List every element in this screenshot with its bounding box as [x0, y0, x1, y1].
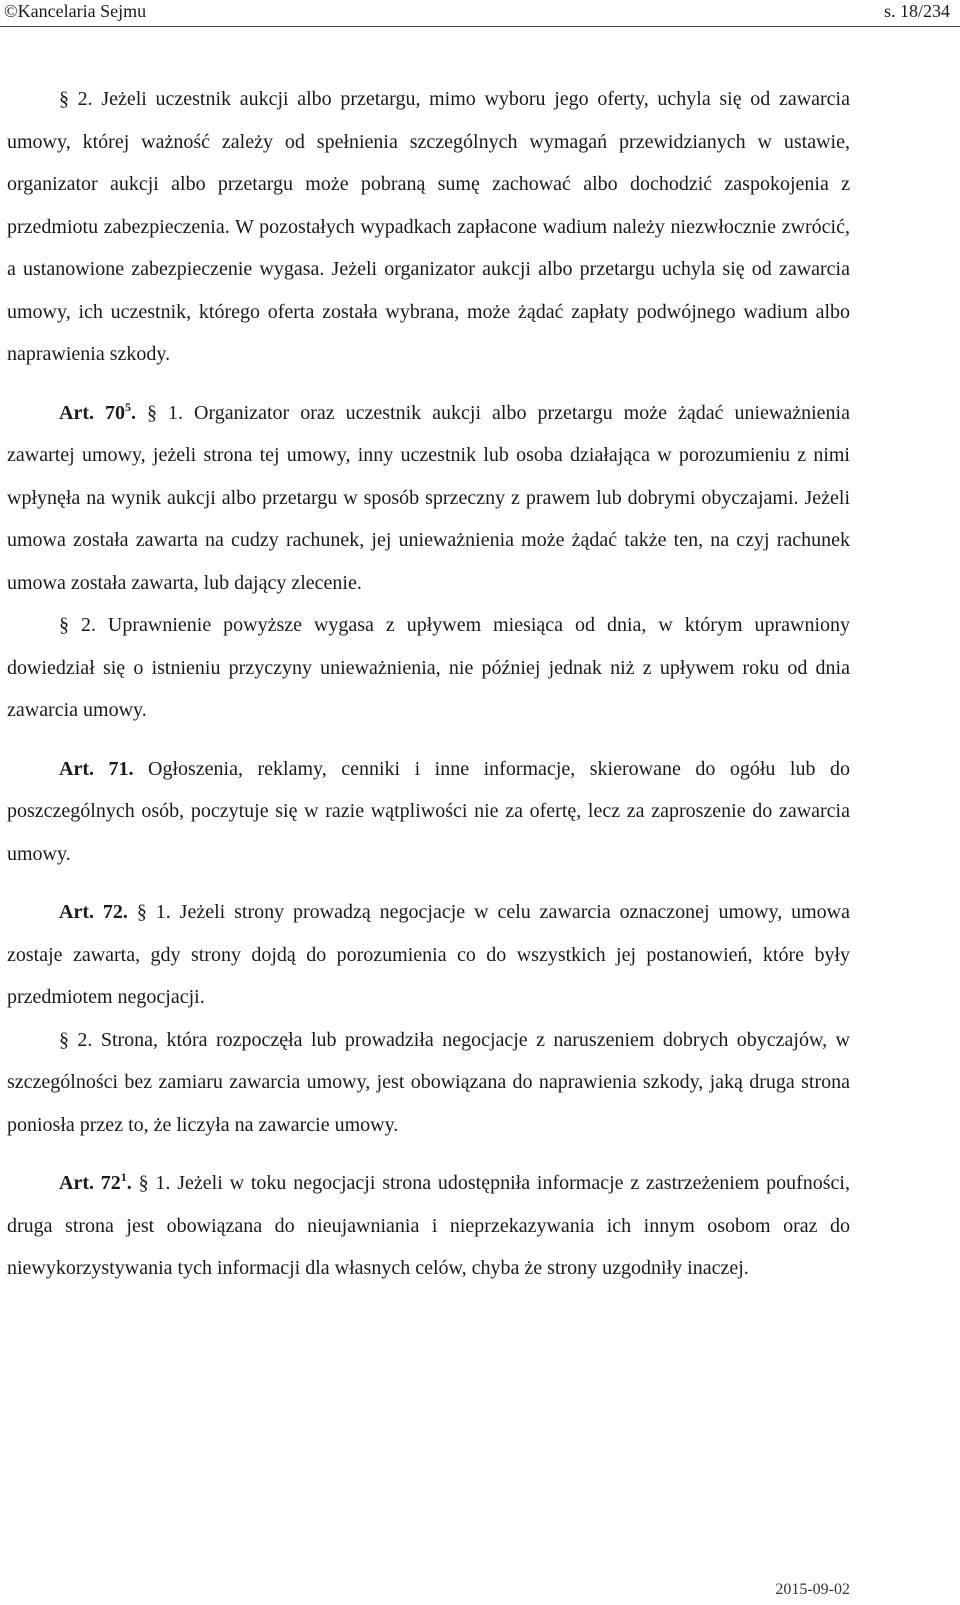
- paragraph-art70-4-s2: § 2. Jeżeli uczestnik aukcji albo przetargu, mimo wyboru jego oferty, uchyla się od zawarcia umowy, której ważność zależy od spełnienia szczególnych wymagań przewidzianych w ustawie, organizator aukcji albo przetargu może pobraną sumę zachować albo dochodzić zaspokojenia z przedmiotu zabezpieczenia. W pozostałych wypadkach zapłacone wadium należy niezwłocznie zwrócić, a ustanowione zabezpieczenie wygasa. Jeżeli organizator aukcji albo przetargu uchyla się od zawarcia umowy, ich uczestnik, którego oferta została wybrana, może żądać zapłaty podwójnego wadium albo naprawienia szkody.: [7, 88, 850, 365]
- paragraph-art72-s2: § 2. Strona, która rozpoczęła lub prowadziła negocjacje z naruszeniem dobrych obyczajów, w szczególności bez zamiaru zawarcia umowy, jest obowiązana do naprawienia szkody, jaką druga strona poniosła przez to, że liczyła na zawarcie umowy.: [7, 1028, 850, 1136]
- footer-date: 2015-09-02: [775, 1581, 850, 1598]
- paragraph-art72-1-s1: Art. $72^1$. § 1. Jeżeli w toku negocjacji strona udostępniła informacje z zastrzeżeniem poufności, druga strona jest obowiązana do nieujawniania i nieprzekazywania ich innym osobom oraz do niewykorzystywania tych informacji dla własnych celów, chyba że strony uzgodniły inaczej.: [7, 1170, 850, 1279]
- page-header: [0, 0, 960, 28]
- header-divider: [0, 26, 960, 27]
- paragraph-art70-5-s1: Art. $70^5$. § 1. Organizator oraz uczestnik aukcji albo przetargu może żądać unieważnienia zawartej umowy, jeżeli strona tej umowy, inny uczestnik lub osoba działająca w porozumieniu z nimi wpłynęła na wynik aukcji albo przetargu w sposób sprzeczny z prawem lub dobrymi obyczajami. Jeżeli umowa została zawarta na cudzy rachunek, jej unieważnienia może żądać także ten, na czyj rachunek umowa została zawarta, lub dający zlecenie.: [7, 399, 850, 594]
- article-heading-71: Art. 71.: [59, 757, 134, 780]
- article-heading-70-5: Art. $70^5$.: [59, 399, 136, 424]
- document-body: [7, 78, 850, 1290]
- paragraph-art70-5-s2: § 2. Uprawnienie powyższe wygasa z upływem miesiąca od dnia, w którym uprawniony dowiedział się o istnieniu przyczyny unieważnienia, nie później jednak niż z upływem roku od dnia zawarcia umowy.: [7, 614, 850, 721]
- article-heading-72: Art. 72.: [59, 901, 128, 923]
- page-number: s. 18/234: [883, 1, 950, 21]
- article-heading-72-1: Art. $72^1$.: [59, 1170, 132, 1194]
- paragraph-art71: Art. 71. Ogłoszenia, reklamy, cenniki i inne informacje, skierowane do ogółu lub do poszczególnych osób, poczytuje się w razie wątpliwości nie za ofertę, lecz za zaproszenie do zawarcia umowy.: [7, 757, 850, 865]
- paragraph-art72-s1: Art. 72. § 1. Jeżeli strony prowadzą negocjacje w celu zawarcia oznaczonej umowy, umowa zostaje zawarta, gdy strony dojdą do porozumienia co do wszystkich jej postanowień, które były przedmiotem negocjacji.: [7, 901, 851, 1008]
- copyright-label: ©Kancelaria Sejmu: [4, 1, 147, 21]
